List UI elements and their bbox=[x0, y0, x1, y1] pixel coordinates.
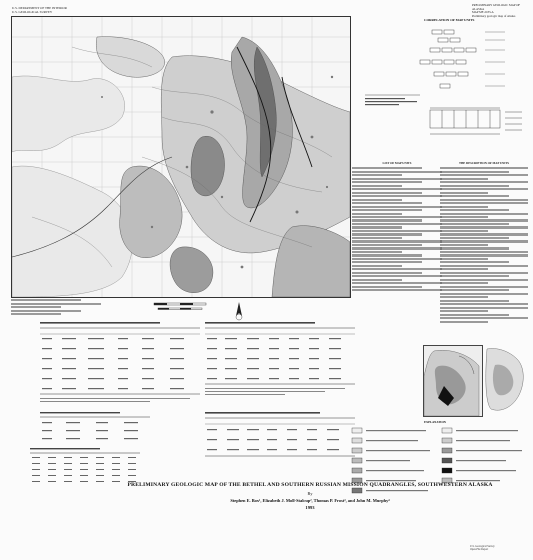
table-2 bbox=[40, 412, 150, 446]
description-of-map-units bbox=[440, 162, 528, 324]
explanation-title: EXPLANATION bbox=[424, 420, 446, 424]
title-block bbox=[100, 482, 520, 510]
footer-line-2: Open-File Report bbox=[470, 548, 489, 551]
north-arrow-icon bbox=[228, 300, 250, 322]
list-of-map-units bbox=[352, 162, 442, 293]
table-4 bbox=[205, 322, 355, 402]
inset-map-drawing bbox=[424, 346, 482, 416]
list-of-map-units-title: LIST OF MAP UNITS bbox=[382, 161, 412, 165]
index-map bbox=[485, 345, 527, 415]
publication-year: 1993 bbox=[305, 505, 315, 510]
stratigraphic-diagram bbox=[360, 90, 525, 160]
description-title: THE DESCRIPTION OF MAP UNITS bbox=[458, 161, 510, 165]
correlation-chart bbox=[360, 18, 520, 98]
agency-line-2: U.S. GEOLOGICAL SURVEY bbox=[12, 10, 53, 14]
map-credit-block bbox=[11, 298, 101, 317]
footer-block bbox=[470, 545, 495, 551]
authors-line: Stephen E. Box¹, Elizabeth J. Moll-Stalcup², Thomas P. Frost³, and John M. Murphy⁴ bbox=[230, 498, 390, 503]
report-line-1: PRELIMINARY GEOLOGIC MAP OF ALASKA bbox=[472, 3, 521, 11]
report-line-2: MAP MF-2183-A bbox=[472, 10, 494, 15]
report-header bbox=[472, 4, 528, 18]
agency-line-1: U.S. DEPARTMENT OF THE INTERIOR bbox=[12, 6, 67, 10]
table-5 bbox=[205, 412, 355, 472]
geologic-map[interactable] bbox=[11, 16, 351, 298]
lowland-deposits bbox=[12, 76, 132, 297]
scale-bar bbox=[150, 300, 210, 314]
agency-header bbox=[12, 6, 67, 14]
footer-line-1: U.S. Geological Survey bbox=[470, 545, 495, 548]
correlation-title: CORRELATION OF MAP UNITS bbox=[424, 18, 475, 22]
inset-map bbox=[423, 345, 483, 417]
map-title: PRELIMINARY GEOLOGIC MAP OF THE BETHEL AND SOUTHERN RUSSIAN MISSION QUADRANGLES, SOUTHWESTERN ALASKA bbox=[127, 482, 493, 488]
geologic-map-drawing bbox=[12, 17, 350, 297]
report-line-3: Preliminary geologic map of Alaska bbox=[472, 13, 516, 18]
table-1 bbox=[40, 322, 200, 407]
by-line: By bbox=[307, 491, 313, 496]
